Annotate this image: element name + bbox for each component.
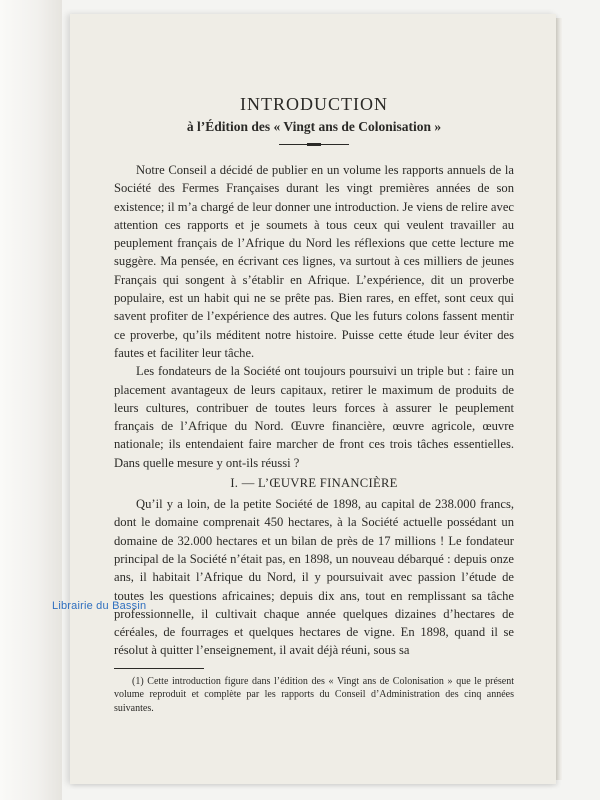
book-page	[70, 14, 556, 784]
footnote-rule	[114, 668, 204, 669]
section-heading: I. — L’ŒUVRE FINANCIÈRE	[230, 476, 398, 491]
page-edge	[556, 18, 562, 780]
page-title: INTRODUCTION	[240, 94, 388, 114]
bookseller-watermark: Librairie du Bassin	[52, 600, 147, 612]
intro-paragraph-1: Notre Conseil a décidé de publier en un volume les rapports annuels de la Société des Fermes Françaises durant les vingt premières années de son existence; il m’a chargé de leur donner une introduction. Je viens de relire avec attention ces rapports et je soumets à tous ceux qui veulent travailler au peuplement français de l’Afrique du Nord les réflexions que cette lecture me suggère. Ma pensée, en écrivant ces lignes, va surtout à ces milliers de jeunes Français qui songent à s’établir en Afrique. L’expérience, dit un proverbe populaire, est un habit qui ne se prête pas. Bien rares, en effet, sont ceux qui savent profiter de l’expérience des autres. Que les futurs colons fassent mentir ce proverbe, qu’ils méditent notre histoire. Puisse cette étude leur éviter des fautes et faciliter leur tâche.	[114, 163, 514, 360]
section-paragraph: Qu’il y a loin, de la petite Société de 1898, au capital de 238.000 francs, dont le domaine comprenait 450 hectares, à la Société actuelle possédant un domaine de 32.000 hectares et un bilan de près de 17 millions ! Le fondateur principal de la Société n’était pas, en 1898, un nouveau débarqué : depuis onze ans, il habitait l’Afrique du Nord, il y poursuivait avec passion l’étude de toutes les questions africaines; depuis dix ans, tout en remplissant sa tâche professionnelle, il cultivait chaque année quelques dizaines d’hectares de céréales, de fourrages et quelques hectares de vigne. En 1898, quand il se résolut à quitter l’enseignement, il avait déjà réuni, sous sa	[114, 497, 514, 658]
intro-paragraph-2: Les fondateurs de la Société ont toujours poursuivi un triple but : faire un placement avantageux de leurs capitaux, retirer le maximum de produits de leurs cultures, contribuer de toutes leurs forces à assurer le peuplement français de l’Afrique du Nord. Œuvre financière, œuvre agricole, œuvre nationale; ils entendaient faire marcher de front ces trois tâches essentielles. Dans quelle mesure y ont-ils réussi ?	[114, 364, 514, 470]
title-ornament	[279, 143, 349, 147]
footnote: (1) Cette introduction figure dans l’édition des « Vingt ans de Colonisation » que le présent volume reproduit et complète par les rapports du Conseil d’Administration des cinq années suivantes.	[114, 675, 514, 714]
page-content	[114, 94, 514, 715]
page-subtitle: à l’Édition des « Vingt ans de Colonisation »	[186, 119, 442, 134]
book-spine	[0, 0, 62, 800]
